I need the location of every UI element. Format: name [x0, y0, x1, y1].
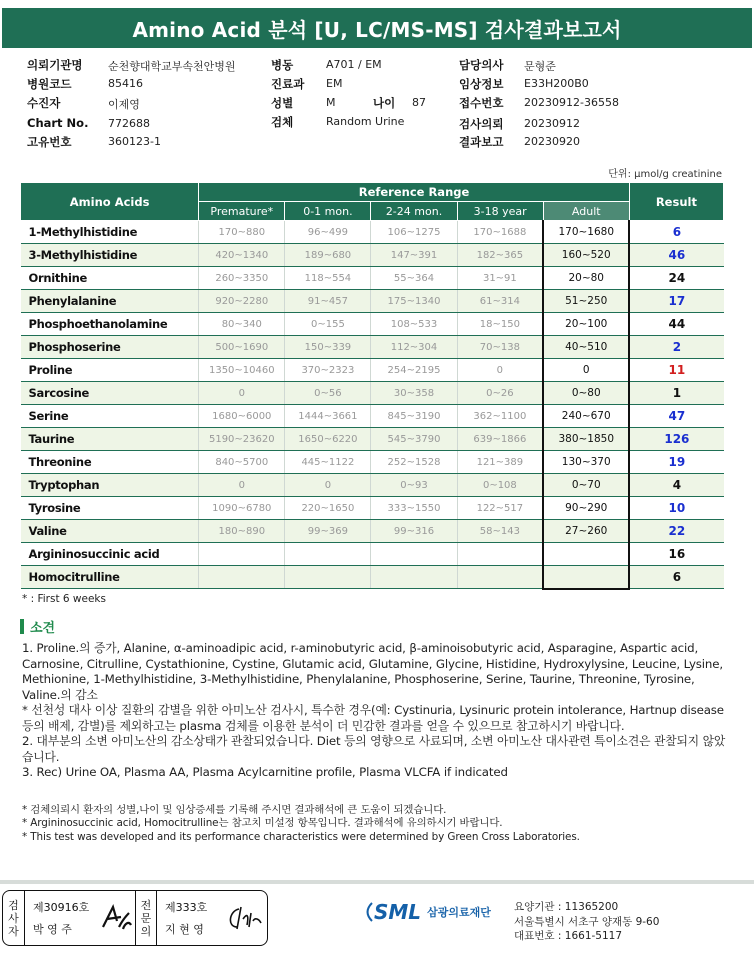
reference-adult: 20~80	[543, 267, 629, 290]
reference-adult: 40~510	[543, 336, 629, 359]
reference-premature	[199, 543, 285, 566]
reference-m2-24: 254~2195	[371, 359, 457, 382]
note-line: * Argininosuccinic acid, Homocitrulline는 참고치 미설정 항목입니다. 결과해석에 유의하시기 바랍니다.	[22, 817, 503, 830]
lab-phone: 대표번호 : 1661-5117	[514, 930, 623, 942]
amino-acid-name: Proline	[21, 359, 199, 382]
institution-label: 의뢰기관명	[27, 58, 83, 72]
reference-m0-1: 1444~3661	[285, 405, 371, 428]
age-label: 나이	[373, 96, 396, 110]
result-value: 17	[629, 290, 723, 313]
chart-no-value: 772688	[108, 117, 150, 130]
reference-m2-24: 252~1528	[371, 451, 457, 474]
reference-premature: 180~890	[199, 520, 285, 543]
table-row	[21, 474, 724, 497]
table-row	[21, 244, 724, 267]
ward-value: A701 / EM	[326, 58, 382, 71]
reference-m0-1: 0	[285, 474, 371, 497]
reference-m0-1: 445~1122	[285, 451, 371, 474]
reference-y3-18: 170~1688	[457, 221, 543, 244]
result-value: 126	[629, 428, 723, 451]
result-value: 6	[629, 566, 723, 589]
amino-acid-table	[20, 182, 724, 590]
reference-adult	[543, 543, 629, 566]
amino-acid-name: 1-Methylhistidine	[21, 221, 199, 244]
unique-no-value: 360123-1	[108, 135, 161, 148]
unique-no-label: 고유번호	[27, 135, 72, 149]
reference-y3-18: 0~108	[457, 474, 543, 497]
conclusion-title: 소견	[30, 621, 56, 636]
reference-premature: 170~880	[199, 221, 285, 244]
reference-m0-1: 150~339	[285, 336, 371, 359]
reference-adult: 170~1680	[543, 221, 629, 244]
reference-y3-18: 0~26	[457, 382, 543, 405]
reference-adult: 27~260	[543, 520, 629, 543]
reference-premature: 5190~23620	[199, 428, 285, 451]
examiner-name: 박 영 주	[33, 923, 72, 936]
lab-logo-text: SML	[374, 900, 422, 924]
table-row	[21, 405, 724, 428]
result-value: 22	[629, 520, 723, 543]
result-value: 6	[629, 221, 723, 244]
header-result: Result	[629, 183, 723, 221]
result-value: 46	[629, 244, 723, 267]
heading-bar	[20, 619, 24, 634]
result-value: 10	[629, 497, 723, 520]
reference-y3-18: 639~1866	[457, 428, 543, 451]
note-line: * 검체의뢰시 환자의 성별,나이 및 임상증세를 기록해 주시면 결과해석에 큰 도움이 되겠습니다.	[22, 804, 447, 816]
reference-premature: 1350~10460	[199, 359, 285, 382]
doctor-label: 담당의사	[459, 58, 504, 72]
examiner-license: 제30916호	[33, 901, 90, 914]
ward-label: 병동	[271, 58, 294, 72]
chart-no-label: Chart No.	[27, 116, 89, 130]
table-row	[21, 497, 724, 520]
conclusion-body	[22, 641, 734, 781]
amino-acid-name: Tryptophan	[21, 474, 199, 497]
conclusion-line: * 선천성 대사 이상 질환의 감별을 위한 아미노산 검사시, 특수한 경우(예: Cystinuria, Lysinuric protein intolerance, Hartnup disease 등의 배제, 감별)를 제외하고는 plasma 검체를 이용한 분석이 더 민감한 결과를 얻을 수 있으므로 참고하시기 바랍니다.	[22, 703, 724, 733]
reference-m0-1: 0~155	[285, 313, 371, 336]
table-row	[21, 221, 724, 244]
reference-adult: 0~70	[543, 474, 629, 497]
receipt-no-label: 접수번호	[459, 96, 504, 110]
amino-acid-name: Sarcosine	[21, 382, 199, 405]
table-row	[21, 543, 724, 566]
conclusion-line: 3. Rec) Urine OA, Plasma AA, Plasma Acylcarnitine profile, Plasma VLCFA if indicated	[22, 765, 508, 779]
department-label: 진료과	[271, 77, 305, 91]
result-value: 4	[629, 474, 723, 497]
table-row	[21, 451, 724, 474]
reference-m2-24: 55~364	[371, 267, 457, 290]
result-value: 44	[629, 313, 723, 336]
institution-value: 순천향대학교부속천안병원	[108, 60, 236, 73]
reference-m0-1: 118~554	[285, 267, 371, 290]
reference-m0-1	[285, 566, 371, 589]
premature-footnote: * : First 6 weeks	[22, 593, 106, 605]
amino-acid-name: Tyrosine	[21, 497, 199, 520]
reference-premature	[199, 566, 285, 589]
reference-y3-18: 122~517	[457, 497, 543, 520]
reference-adult: 380~1850	[543, 428, 629, 451]
result-value: 11	[629, 359, 723, 382]
reference-premature: 80~340	[199, 313, 285, 336]
reference-adult: 0	[543, 359, 629, 382]
lab-institution-code: 요양기관 : 11365200	[514, 901, 619, 913]
reference-adult: 130~370	[543, 451, 629, 474]
reference-m0-1: 0~56	[285, 382, 371, 405]
reference-m2-24	[371, 566, 457, 589]
examiner-signature	[99, 901, 133, 935]
table-row	[21, 566, 724, 589]
doctor-value: 문형준	[524, 60, 556, 73]
conclusion-heading	[20, 617, 55, 636]
table-body	[21, 221, 724, 589]
lab-name: 삼광의료재단	[427, 906, 491, 919]
reference-m0-1: 370~2323	[285, 359, 371, 382]
receipt-no-value: 20230912-36558	[524, 96, 619, 109]
reference-m0-1: 189~680	[285, 244, 371, 267]
reference-y3-18: 121~389	[457, 451, 543, 474]
reference-adult	[543, 566, 629, 589]
reference-adult: 51~250	[543, 290, 629, 313]
reference-m2-24: 545~3790	[371, 428, 457, 451]
reference-adult: 240~670	[543, 405, 629, 428]
table-row	[21, 290, 724, 313]
reference-premature: 500~1690	[199, 336, 285, 359]
conclusion-line: 1. Proline.의 증가, Alanine, α-aminoadipic acid, r-aminobutyric acid, β-aminoisobutyric acid, Asparagine, Aspartic acid, Carnosine, Citrulline, Cystathionine, Cystine, Glutamic acid, Glutamine, Glycine, Histidine, Hydroxylysine, Leucine, Lysine, Methionine, 1-Methylhistidine, 3-Methylhistidine, Phenylalanine, Phosphoserine, Serine, Taurine, Threonine, Tyrosine, Valine.의 감소	[22, 641, 723, 702]
amino-acid-name: Threonine	[21, 451, 199, 474]
header-reference-range: Reference Range	[199, 183, 630, 202]
table-row	[21, 267, 724, 290]
reference-m2-24: 112~304	[371, 336, 457, 359]
result-value: 47	[629, 405, 723, 428]
examinee-value: 이제영	[108, 98, 140, 111]
patient-info	[0, 54, 754, 150]
specialist-label: 전 문 의	[135, 891, 157, 945]
specimen-value: Random Urine	[326, 115, 405, 128]
specialist-license: 제333호	[165, 901, 208, 914]
reference-y3-18: 18~150	[457, 313, 543, 336]
specimen-label: 검체	[271, 115, 294, 129]
reference-m0-1: 99~369	[285, 520, 371, 543]
result-value: 24	[629, 267, 723, 290]
amino-acid-name: Taurine	[21, 428, 199, 451]
lab-info	[514, 900, 659, 944]
reference-m2-24: 99~316	[371, 520, 457, 543]
specialist-name: 지 현 영	[165, 923, 204, 936]
reference-m2-24	[371, 543, 457, 566]
reference-premature: 0	[199, 382, 285, 405]
reference-m2-24: 175~1340	[371, 290, 457, 313]
department-value: EM	[326, 77, 343, 90]
table-row	[21, 382, 724, 405]
reference-y3-18: 31~91	[457, 267, 543, 290]
header-3-18-year: 3-18 year	[457, 202, 543, 221]
reference-premature: 1090~6780	[199, 497, 285, 520]
result-value: 16	[629, 543, 723, 566]
table-row	[21, 313, 724, 336]
amino-acid-name: Serine	[21, 405, 199, 428]
reference-premature: 260~3350	[199, 267, 285, 290]
note-line: * This test was developed and its performance characteristics were determined by Green Cross Laboratories.	[22, 830, 580, 843]
report-date-label: 결과보고	[459, 135, 504, 149]
amino-acid-name: Argininosuccinic acid	[21, 543, 199, 566]
reference-adult: 160~520	[543, 244, 629, 267]
reference-m2-24: 845~3190	[371, 405, 457, 428]
reference-y3-18: 182~365	[457, 244, 543, 267]
reference-y3-18: 0	[457, 359, 543, 382]
table-row	[21, 428, 724, 451]
amino-acid-name: Ornithine	[21, 267, 199, 290]
reference-m2-24: 106~1275	[371, 221, 457, 244]
reference-y3-18: 58~143	[457, 520, 543, 543]
reference-m2-24: 333~1550	[371, 497, 457, 520]
reference-y3-18	[457, 566, 543, 589]
result-value: 19	[629, 451, 723, 474]
reference-premature: 840~5700	[199, 451, 285, 474]
reference-m0-1: 96~499	[285, 221, 371, 244]
reference-y3-18: 70~138	[457, 336, 543, 359]
reference-premature: 1680~6000	[199, 405, 285, 428]
report-notes	[22, 804, 734, 844]
header-amino-acids: Amino Acids	[21, 183, 199, 221]
amino-acid-name: Homocitrulline	[21, 566, 199, 589]
amino-acid-name: Phosphoethanolamine	[21, 313, 199, 336]
lab-address: 서울특별시 서초구 양재동 9-60	[514, 915, 660, 928]
header-adult: Adult	[543, 202, 629, 221]
reference-premature: 920~2280	[199, 290, 285, 313]
amino-acid-name: Valine	[21, 520, 199, 543]
sex-value: M	[326, 96, 336, 109]
reference-m0-1	[285, 543, 371, 566]
header-2-24-mon: 2-24 mon.	[371, 202, 457, 221]
examiner-label: 검 사 자	[3, 891, 25, 945]
table-row	[21, 336, 724, 359]
reference-m0-1: 1650~6220	[285, 428, 371, 451]
conclusion-line: 2. 대부분의 소변 아미노산의 감소상태가 관찰되었습니다. Diet 등의 영향으로 사료되며, 소변 아미노산 대사관련 특이소견은 관찰되지 않았습니다.	[22, 734, 726, 764]
reference-adult: 20~100	[543, 313, 629, 336]
reference-m2-24: 147~391	[371, 244, 457, 267]
result-value: 2	[629, 336, 723, 359]
table-row	[21, 520, 724, 543]
age-value: 87	[412, 96, 426, 109]
result-value: 1	[629, 382, 723, 405]
reference-adult: 0~80	[543, 382, 629, 405]
logo-swoosh-icon	[366, 901, 374, 923]
table-row	[21, 359, 724, 382]
hospital-code-value: 85416	[108, 77, 143, 90]
reference-premature: 420~1340	[199, 244, 285, 267]
clinical-info-label: 임상정보	[459, 77, 504, 91]
reference-m2-24: 0~93	[371, 474, 457, 497]
sex-label: 성별	[271, 96, 294, 110]
report-title: Amino Acid 분석 [U, LC/MS-MS] 검사결과보고서	[2, 8, 752, 48]
reference-m0-1: 91~457	[285, 290, 371, 313]
specialist-signature	[225, 903, 263, 935]
request-date-value: 20230912	[524, 117, 580, 130]
header-premature: Premature*	[199, 202, 285, 221]
reference-adult: 90~290	[543, 497, 629, 520]
reference-y3-18: 362~1100	[457, 405, 543, 428]
amino-acid-name: Phosphoserine	[21, 336, 199, 359]
reference-premature: 0	[199, 474, 285, 497]
reference-m0-1: 220~1650	[285, 497, 371, 520]
reference-y3-18: 61~314	[457, 290, 543, 313]
reference-m2-24: 30~358	[371, 382, 457, 405]
lab-logo	[366, 900, 491, 924]
hospital-code-label: 병원코드	[27, 77, 72, 91]
request-date-label: 검사의뢰	[459, 117, 504, 131]
signature-box	[2, 890, 268, 946]
reference-m2-24: 108~533	[371, 313, 457, 336]
reference-y3-18	[457, 543, 543, 566]
unit-note: 단위: μmol/g creatinine	[608, 169, 722, 180]
amino-acid-name: Phenylalanine	[21, 290, 199, 313]
amino-acid-name: 3-Methylhistidine	[21, 244, 199, 267]
header-0-1-mon: 0-1 mon.	[285, 202, 371, 221]
report-date-value: 20230920	[524, 135, 580, 148]
clinical-info-value: E33H200B0	[524, 77, 589, 90]
footer-divider	[0, 880, 754, 884]
examinee-label: 수진자	[27, 96, 61, 110]
